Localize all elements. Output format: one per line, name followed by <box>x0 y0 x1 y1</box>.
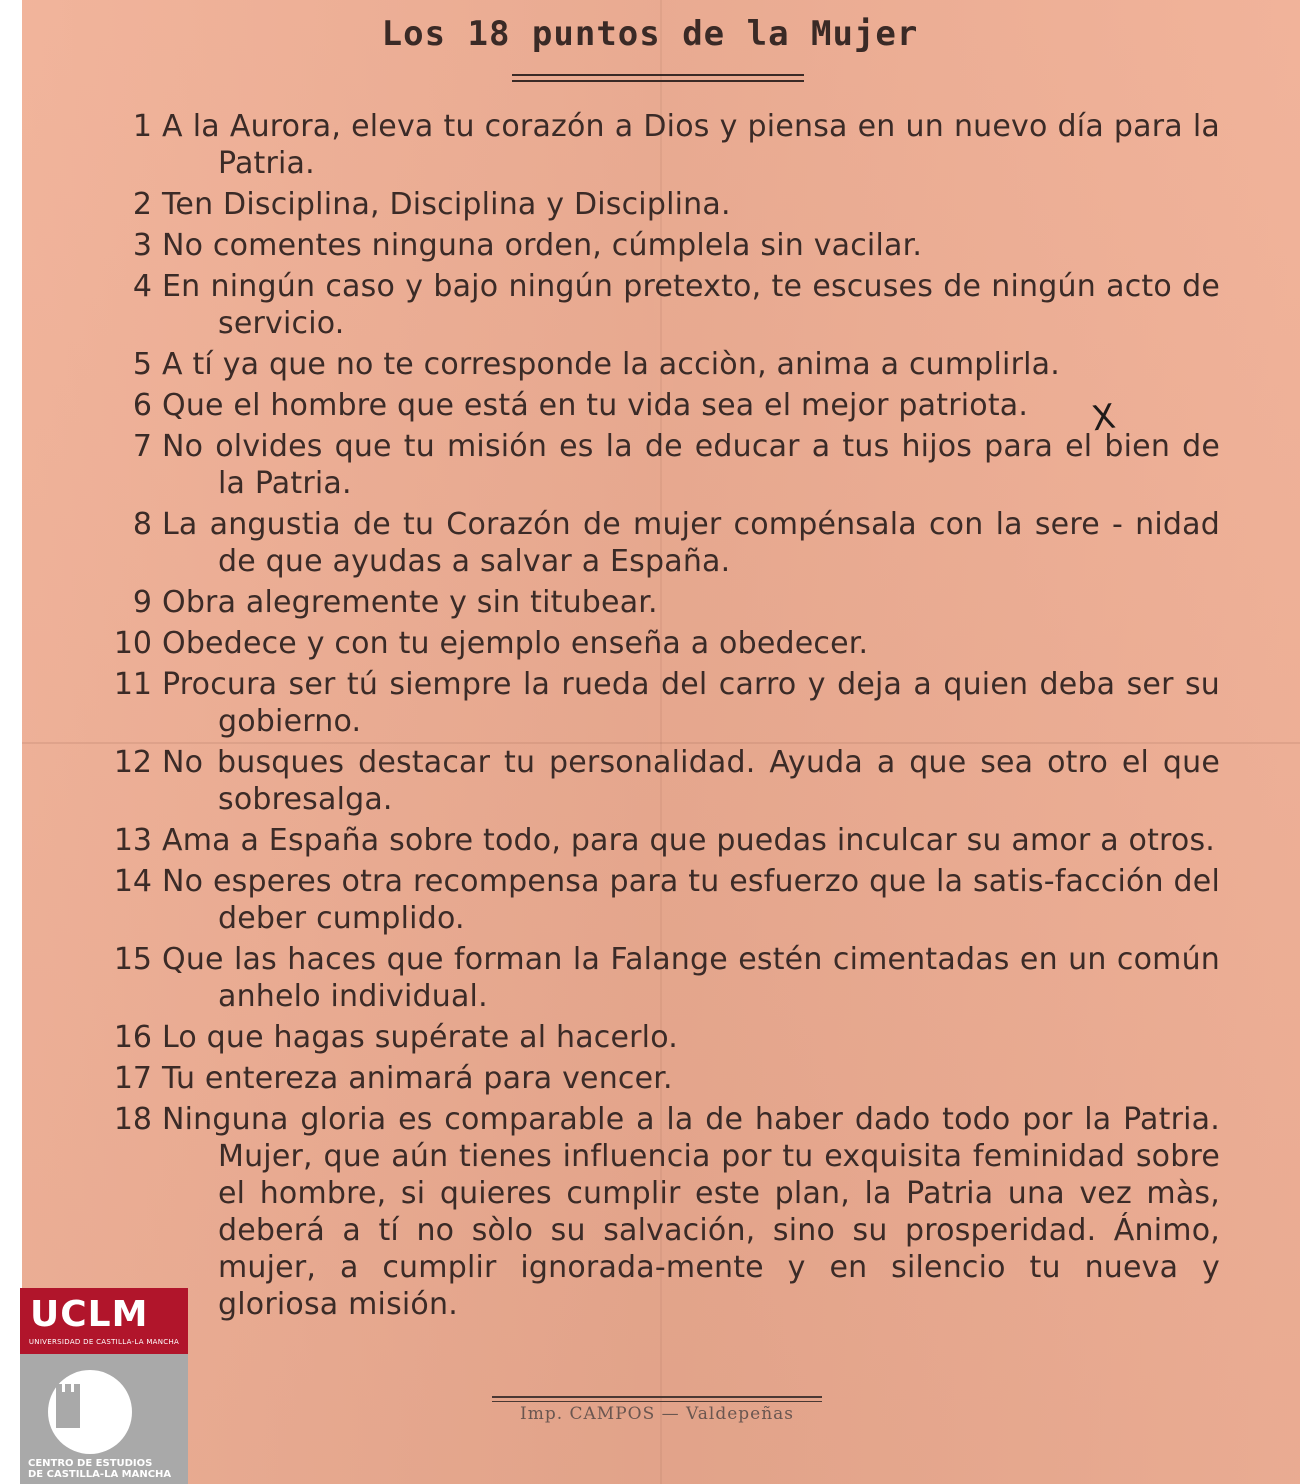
point-text: Lo que hagas supérate al hacerlo. <box>162 1020 678 1055</box>
point-number: 13 <box>113 823 152 858</box>
uclm-logo <box>20 1288 188 1354</box>
list-item <box>100 387 1220 424</box>
list-item <box>100 666 1220 740</box>
uclm-logo-subtitle: UNIVERSIDAD DE CASTILLA-LA MANCHA <box>28 1338 180 1346</box>
point-text: No busques destacar tu personalidad. Ayuda a que sea otro el que sobresalga. <box>162 745 1220 817</box>
printer-imprint: Imp. CAMPOS — Valdepeñas <box>519 1404 795 1424</box>
list-item <box>100 1101 1220 1323</box>
point-number: 5 <box>132 347 152 382</box>
point-text: Que las haces que forman la Falange estén cimentadas en un común anhelo individual. <box>162 942 1220 1014</box>
list-item <box>100 428 1220 502</box>
point-number: 1 <box>132 109 152 144</box>
research-center-caption: CENTRO DE ESTUDIOS DE CASTILLA-LA MANCHA <box>28 1458 172 1480</box>
castle-tower-icon <box>56 1392 80 1428</box>
point-text: Obedece y con tu ejemplo enseña a obedecer. <box>162 626 869 661</box>
point-text: Que el hombre que está en tu vida sea el mejor patriota. <box>162 388 1029 423</box>
point-text: Procura ser tú siempre la rueda del carro y deja a quien deba ser su gobierno. <box>162 667 1220 739</box>
point-text: A tí ya que no te corresponde la acciòn, anima a cumplirla. <box>162 347 1060 382</box>
point-text: Obra alegremente y sin titubear. <box>162 585 658 620</box>
list-item <box>100 268 1220 342</box>
point-text: No esperes otra recompensa para tu esfuerzo que la satis-facción del deber cumplido. <box>162 864 1220 936</box>
point-number: 11 <box>113 667 152 702</box>
point-text: La angustia de tu Corazón de mujer compénsala con la sere - nidad de que ayudas a salvar a España. <box>162 507 1220 579</box>
list-item <box>100 506 1220 580</box>
list-item <box>100 941 1220 1015</box>
point-text: Ama a España sobre todo, para que puedas inculcar su amor a otros. <box>162 823 1216 858</box>
point-number: 4 <box>132 269 152 304</box>
point-text: A la Aurora, eleva tu corazón a Dios y piensa en un nuevo día para la Patria. <box>162 109 1220 181</box>
handwritten-mark: X <box>1089 396 1118 440</box>
point-number: 17 <box>113 1061 152 1096</box>
points-list <box>100 108 1220 1327</box>
list-item <box>100 346 1220 383</box>
list-item <box>100 227 1220 264</box>
point-number: 9 <box>132 585 152 620</box>
list-item <box>100 744 1220 818</box>
list-item <box>100 584 1220 621</box>
point-number: 2 <box>132 187 152 222</box>
list-item <box>100 1019 1220 1056</box>
point-number: 6 <box>132 388 152 423</box>
point-number: 15 <box>113 942 152 977</box>
point-number: 10 <box>113 626 152 661</box>
page-title: Los 18 puntos de la Mujer <box>381 14 919 54</box>
point-number: 3 <box>132 228 152 263</box>
point-number: 18 <box>113 1102 152 1137</box>
point-text: No olvides que tu misión es la de educar a tus hijos para el bien de la Patria. <box>162 429 1220 501</box>
point-number: 16 <box>113 1020 152 1055</box>
list-item <box>100 625 1220 662</box>
list-item <box>100 186 1220 223</box>
point-number: 8 <box>132 507 152 542</box>
title-divider <box>512 74 804 82</box>
point-text: En ningún caso y bajo ningún pretexto, te escuses de ningún acto de servicio. <box>162 269 1220 341</box>
list-item <box>100 1060 1220 1097</box>
point-number: 14 <box>113 864 152 899</box>
point-text: Ten Disciplina, Disciplina y Disciplina. <box>162 187 731 222</box>
point-number: 12 <box>113 745 152 780</box>
point-text: No comentes ninguna orden, cúmplela sin vacilar. <box>162 228 923 263</box>
point-text: Tu entereza animará para vencer. <box>162 1061 673 1096</box>
point-text: Ninguna gloria es comparable a la de haber dado todo por la Patria. Mujer, que aún tienes influencia por tu exquisita feminidad sobre el hombre, si quieres cumplir este plan, la Patria una vez màs, deberá a tí no sòlo su salvación, sino su prosperidad. Ánimo, mujer, a cumplir ignorada-mente y en silencio tu nueva y gloriosa misión. <box>162 1102 1220 1322</box>
list-item <box>100 822 1220 859</box>
point-number: 7 <box>132 429 152 464</box>
imprint-divider <box>492 1396 822 1402</box>
research-center-logo <box>20 1354 188 1484</box>
uclm-logo-text: UCLM <box>30 1294 149 1335</box>
list-item <box>100 863 1220 937</box>
list-item <box>100 108 1220 182</box>
